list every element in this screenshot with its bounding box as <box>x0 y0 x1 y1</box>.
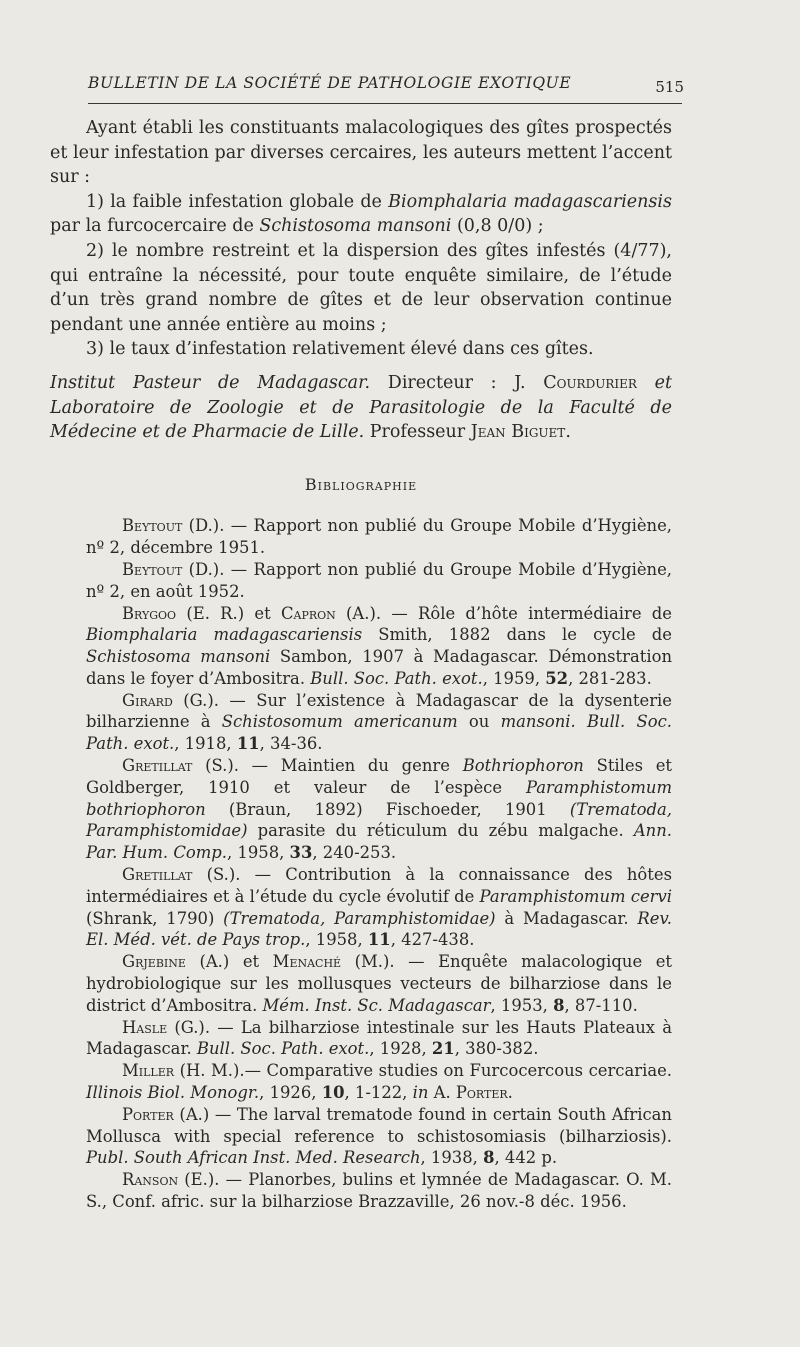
conclusion-point-2: 2) le nombre restreint et la dispersion des gîtes infestés (4/77), qui entraîne la nécessité, pour toute enquête similaire, de l’étude d’un très grand nombre de gîtes et de leur observation continue pendant une année entière au moins ; <box>50 240 672 335</box>
reference-item: Gretillat (S.). — Contribution à la connaissance des hôtes intermédiaires et à l’étude du cycle évolutif de Paramphistomum cervi (Shrank, 1790) (Trematoda, Paramphistomidae) à Madagascar. Rev. El. Méd. vét. de Pays trop., 1958, 11, 427-438. <box>86 865 672 950</box>
reference-item: Gretillat (S.). — Maintien du genre Bothriophoron Stiles et Goldberger, 1910 et valeur de l’espèce Paramphistomum bothriophoron (Braun, 1892) Fischoeder, 1901 (Trematoda, Paramphistomidae) parasite du réticulum du zébu malgache. Ann. Par. Hum. Comp., 1958, 33, 240-253. <box>86 756 672 863</box>
reference-item: Hasle (G.). — La bilharziose intestinale sur les Hauts Plateaux à Madagascar. Bull. Soc. Path. exot., 1928, 21, 380-382. <box>86 1017 672 1059</box>
header-rule <box>88 103 682 104</box>
species-name: Schistosoma mansoni <box>259 216 452 237</box>
page-number: 515 <box>655 78 684 96</box>
reference-item: Brygoo (E. R.) et Capron (A.). — Rôle d’hôte intermédiaire de Biomphalaria madagascariensis Smith, 1882 dans le cycle de Schistosoma mansoni Sambon, 1907 à Madagascar. Démonstration dans le foyer d’Ambositra. Bull. Soc. Path. exot., 1959, 52, 281-283. <box>86 603 673 688</box>
reference-list <box>50 515 672 1213</box>
reference-item: Girard (G.). — Sur l’existence à Madagascar de la dysenterie bilharzienne à Schistosomum americanum ou mansoni. Bull. Soc. Path. exot., 1918, 11, 34-36. <box>86 690 672 754</box>
professor-name: Jean Biguet <box>470 422 566 443</box>
bibliography-heading: Bibliographie <box>304 474 418 494</box>
reference-item: Miller (H. M.).— Comparative studies on Furcocercous cercariae. Illinois Biol. Monogr., 1926, 10, 1-122, in A. Porter. <box>86 1061 672 1103</box>
species-name: Biomphalaria madagascariensis <box>388 191 672 212</box>
running-head: BULLETIN DE LA SOCIÉTÉ DE PATHOLOGIE EXOTIQUE <box>88 74 572 92</box>
article-body <box>50 116 672 1213</box>
reference-item: Beytout (D.). — Rapport non publié du Groupe Mobile d’Hygiène, nº 2, en août 1952. <box>86 559 672 601</box>
affiliation: Institut Pasteur de Madagascar. Directeur : J. Courdurier et Laboratoire de Zoologie et de Parasitologie de la Faculté de Médecine et de Pharmacie de Lille. Professeur Jean Biguet. <box>50 372 673 443</box>
director-name: Courdurier <box>543 372 637 393</box>
intro-paragraph: Ayant établi les constituants malacologiques des gîtes prospectés et leur infestation par diverses cercaires, les auteurs mettent l’accent sur : <box>50 118 672 188</box>
conclusion-point-3: 3) le taux d’infestation relativement élevé dans ces gîtes. <box>86 339 594 360</box>
reference-item: Grjebine (A.) et Menaché (M.). — Enquête malacologique et hydrobiologique sur les mollusques vecteurs de bilharziose dans le district d’Ambositra. Mém. Inst. Sc. Madagascar, 1953, 8, 87-110. <box>86 952 672 1015</box>
reference-item: Porter (A.) — The larval trematode found in certain South African Mollusca with special reference to schistosomiasis (bilharziosis). Publ. South African Inst. Med. Research, 1938, 8, 442 p. <box>86 1104 672 1168</box>
reference-item: Beytout (D.). — Rapport non publié du Groupe Mobile d’Hygiène, nº 2, décembre 1951. <box>86 516 672 558</box>
reference-item: Ranson (E.). — Planorbes, bulins et lymnée de Madagascar. O. M. S., Conf. afric. sur la bilharziose Brazzaville, 26 nov.-8 déc. 1956. <box>86 1170 672 1212</box>
conclusion-point-1: 1) la faible infestation globale de Biomphalaria madagascariensis par la furcocercaire de Schistosoma mansoni (0,8 0/0) ; <box>50 191 672 237</box>
